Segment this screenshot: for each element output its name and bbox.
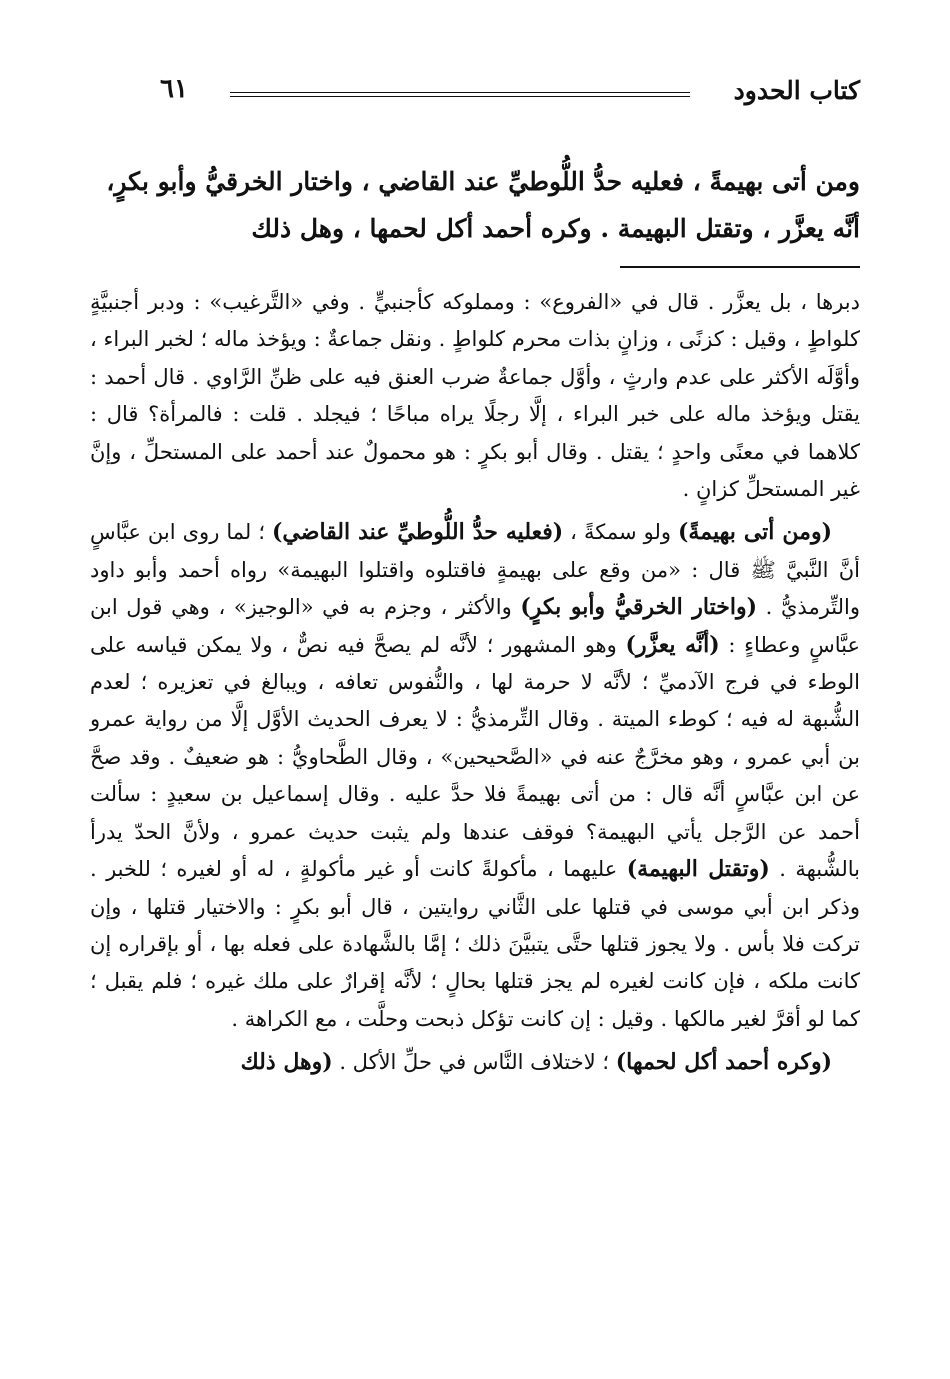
main-text-line-1: ومن أتى بهيمةً ، فعليه حدُّ اللُّوطيِّ عند القاضي ، واختار الخرقيُّ وأبو بكرٍ، bbox=[106, 167, 860, 196]
chapter-title: كتاب الحدود bbox=[733, 76, 860, 105]
main-text-line-2: أنَّه يعزَّر ، وتقتل البهيمة . وكره أحمد أكل لحمها ، وهل ذلك bbox=[251, 214, 860, 243]
quoted-matn: (فعليه حدُّ اللُّوطيِّ عند القاضي) bbox=[272, 519, 564, 546]
quoted-matn: (واختار الخرقيُّ وأبو بكرٍ) bbox=[520, 594, 758, 621]
commentary-paragraph-2 bbox=[90, 514, 860, 1038]
commentary-text: عليهما ، مأكولةً كانت أو غير مأكولةٍ ، له أو لغيره ؛ للخبر . وذكر ابن أبي موسى في قتلها على الثَّاني روايتين ، قال أبو بكرٍ : والاختيار قتلها ، وإن تركت فلا بأس . ولا يجوز قتلها حتَّى يتبيَّنَ ذلك ؛ إمَّا بالشَّهادة على فعله بها ، أو بإقراره إن كانت ملكه ، فإن كانت لغيره لم يجز قتلها بحالٍ ؛ لأنَّه إقرارٌ على ملك غيره ؛ فلم يقبل ؛ كما لو أقرَّ لغير مالكها . وقيل : إن كانت تؤكل ذبحت وحلَّت ، مع الكراهة . bbox=[90, 857, 860, 1031]
footnote-separator bbox=[620, 266, 860, 268]
commentary bbox=[90, 284, 860, 1082]
commentary-paragraph-1: دبرها ، بل يعزَّر . قال في «الفروع» : ومملوكه كأجنبيٍّ . وفي «التَّرغيب» : ودبر أجنبيَّةٍ كلواطٍ ، وقيل : كزنًى ، وزانٍ بذات محرم كلواطٍ . ونقل جماعةٌ : ويؤخذ ماله ؛ لخبر البراء ، وأوَّلَه الأكثر على عدم وارثٍ ، وأوَّل جماعةٌ ضرب العنق فيه على ظنِّ الرَّاوي . قال أحمد : يقتل ويؤخذ ماله على خبر البراء ، إلَّا رجلًا يراه مباحًا ؛ فيجلد . قلت : فالمرأة؟ قال : كلاهما في معنًى واحدٍ ؛ يقتل . وقال أبو بكرٍ : هو محمولٌ عند أحمد على المستحلِّ ، وإنَّ غير المستحلِّ كزانٍ . bbox=[90, 290, 860, 502]
main-text bbox=[90, 158, 860, 252]
quoted-matn: (وكره أحمد أكل لحمها) bbox=[615, 1049, 832, 1076]
quoted-matn: (ومن أتى بهيمةً) bbox=[678, 519, 832, 546]
quoted-matn: (وهل ذلك bbox=[240, 1049, 333, 1076]
commentary-text: وهو المشهور ؛ لأنَّه لم يصحَّ فيه نصٌّ ، ولا يمكن قياسه على الوطء في فرج الآدميِّ ؛ لأنَّه لا حرمة لها ، والنُّفوس تعافه ، ويبالغ في تعزيره ؛ لعدم الشُّبهة له فيه ؛ كوطء الميتة . وقال التِّرمذيُّ : لا يعرف الحديث الأوَّل إلَّا من رواية عمرو بن أبي عمرو ، وهو مخرَّجٌ عنه في «الصَّحيحين» ، وقال الطَّحاويُّ : هو ضعيفٌ . وقد صحَّ عن ابن عبَّاسٍ أنَّه قال : من أتى بهيمةً فلا حدَّ عليه . وقال إسماعيل بن سعيدٍ : سألت أحمد عن الرَّجل يأتي البهيمة؟ فوقف عندها ولم يثبت حديث عمرو ، ولأنَّ الحدّ يدرأ بالشُّبهة . bbox=[90, 632, 860, 882]
commentary-text: ؛ لاختلاف النَّاس في حلِّ الأكل . bbox=[332, 1050, 616, 1075]
commentary-text: ؛ لما روى ابن عبَّاسٍ أنَّ النَّبيَّ ﷺ قال : «من وقع على بهيمةٍ فاقتلوه واقتلوا البهيمة» رواه أحمد وأبو داود والتِّرمذيُّ . bbox=[90, 520, 860, 620]
page-number: ٦١ bbox=[160, 74, 188, 104]
header-rule bbox=[230, 92, 690, 97]
quoted-matn: (وتقتل البهيمة) bbox=[626, 856, 770, 883]
commentary-text: والأكثر ، وجزم به في «الوجيز» ، وهي قول ابن عبَّاسٍ وعطاءٍ : bbox=[90, 595, 860, 657]
commentary-text: ولو سمكةً ، bbox=[563, 520, 679, 545]
running-header bbox=[160, 70, 860, 114]
quoted-matn: (أنَّه يعزَّر) bbox=[625, 631, 720, 658]
commentary-paragraph-3 bbox=[90, 1044, 860, 1081]
